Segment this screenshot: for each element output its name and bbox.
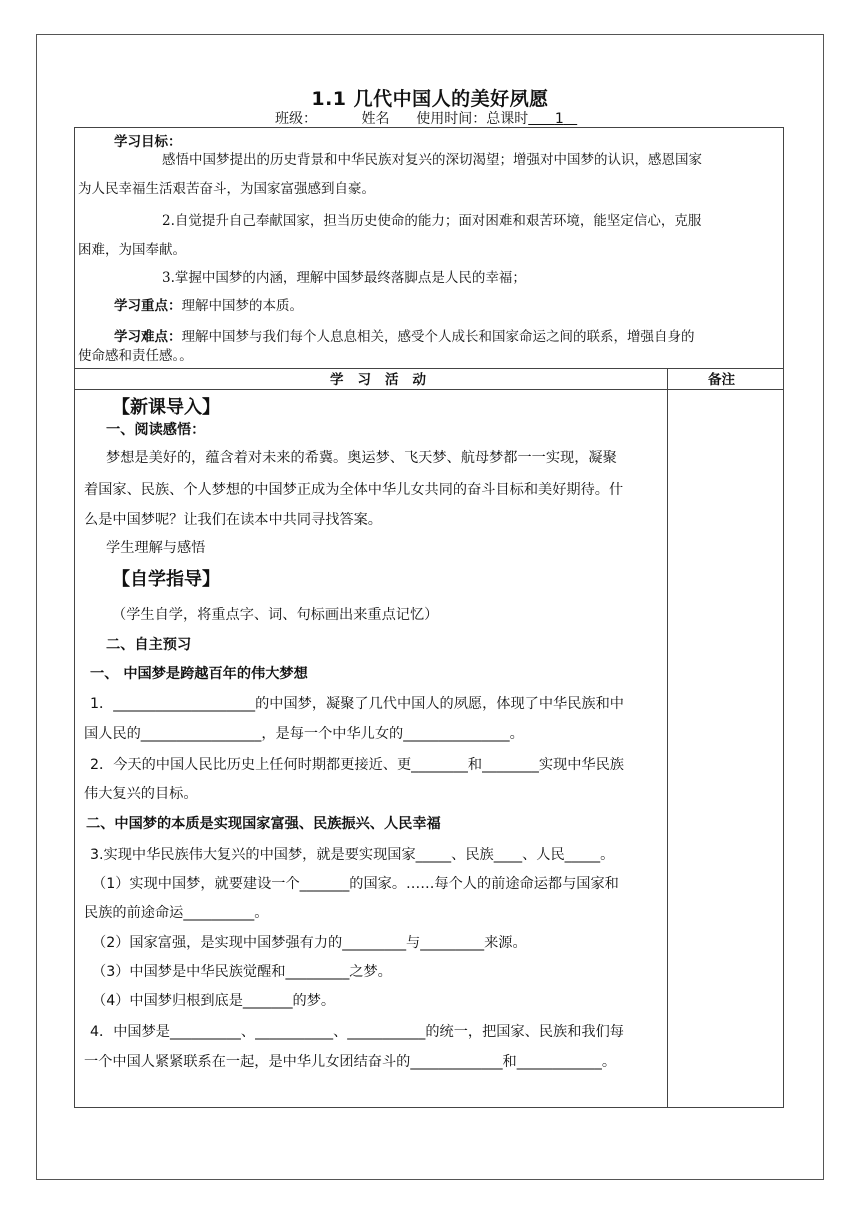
intro-para-line2: 着国家、民族、个人梦想的中国梦正成为全体中华儿女共同的奋斗目标和美好期待。什 — [84, 482, 624, 498]
question-3-1-line2: 民族的前途命运__________。 — [84, 905, 269, 921]
class-label: 班级： — [275, 111, 317, 127]
question-3-4: （4）中国梦归根到底是_______的梦。 — [92, 993, 336, 1009]
question-2-line1: 2．今天的中国人民比历史上任何时期都更接近、更________和________实现中华民族 — [90, 757, 624, 773]
question-3-3: （3）中国梦是中华民族觉醒和_________之梦。 — [92, 964, 392, 980]
question-4-line1: 4．中国梦是__________、___________、___________的统一，把国家、民族和我们每 — [90, 1024, 624, 1040]
objective-1-line2: 为人民幸福生活艰苦奋斗，为国家富强感到自豪。 — [78, 181, 375, 197]
name-label: 姓名 — [361, 111, 390, 127]
objectives-label: 学习目标： — [114, 134, 182, 150]
objective-2-line1: 2.自觉提升自己奉献国家，担当历史使命的能力；面对困难和艰苦环境，能坚定信心，克服 — [162, 213, 702, 229]
section-new-lesson: 【新课导入】 — [112, 397, 220, 418]
subsection-reading: 一、阅读感悟： — [106, 422, 206, 438]
question-4-line2: 一个中国人紧紧联系在一起，是中华儿女团结奋斗的_____________和____________。 — [84, 1054, 617, 1070]
difficulty-text: 理解中国梦与我们每个人息息相关，感受个人成长和国家命运之间的联系，增强自身的 — [181, 329, 695, 345]
difficulty-line2: 使命感和责任感。。 — [78, 348, 193, 364]
lesson-number-blank — [528, 111, 577, 127]
info-line — [275, 108, 577, 128]
activity-column-header: 学习活动 — [330, 372, 440, 388]
notes-column-header: 备注 — [708, 372, 735, 388]
objective-2-line2: 困难，为国奉献。 — [78, 242, 186, 258]
key-point-text: 理解中国梦的本质。 — [181, 298, 303, 314]
key-point — [114, 292, 814, 321]
question-3-1-line1: （1）实现中国梦，就要建设一个_______的国家。……每个人的前途命运都与国家和 — [92, 876, 619, 892]
objective-1-line1: 感悟中国梦提出的历史背景和中华民族对复兴的深切渴望；增强对中国梦的认识，感恩国家 — [162, 152, 702, 168]
question-2-line2: 伟大复兴的目标。 — [84, 786, 198, 802]
intro-para-line3: 么是中国梦呢？让我们在读本中共同寻找答案。 — [84, 512, 382, 528]
difficulty-label: 学习难点： — [114, 329, 182, 345]
question-1-line1: 1．____________________的中国梦，凝聚了几代中国人的夙愿，体现了中华民族和中 — [90, 696, 624, 712]
question-1-line2: 国人民的_________________，是每一个中华儿女的_______________。 — [84, 726, 524, 742]
heading-dream-essence: 二、中国梦的本质是实现国家富强、民族振兴、人民幸福 — [86, 816, 441, 832]
intro-para-line1: 梦想是美好的，蕴含着对未来的希冀。奥运梦、飞天梦、航母梦都一一实现，凝聚 — [106, 450, 617, 466]
objective-3: 3.掌握中国梦的内涵，理解中国梦最终落脚点是人民的幸福； — [162, 270, 526, 286]
key-point-label: 学习重点： — [114, 298, 182, 314]
section-self-study: 【自学指导】 — [112, 569, 220, 590]
self-study-note: （学生自学，将重点字、词、句标画出来重点记忆） — [112, 607, 439, 623]
lesson-number: 1 — [554, 111, 564, 127]
subsection-preview: 二、自主预习 — [106, 637, 192, 653]
question-3: 3.实现中华民族伟大复兴的中国梦，就是要实现国家_____、民族____、人民_____。 — [90, 847, 615, 863]
row-divider-header — [75, 389, 783, 390]
time-label: 使用时间：总课时 — [416, 111, 529, 127]
heading-century-dream: 一、 中国梦是跨越百年的伟大梦想 — [90, 666, 308, 682]
page-title: 1.1 几代中国人的美好夙愿 — [311, 88, 549, 110]
question-3-2: （2）国家富强，是实现中国梦强有力的_________与_________来源。 — [92, 935, 527, 951]
student-reflection: 学生理解与感悟 — [106, 540, 206, 556]
